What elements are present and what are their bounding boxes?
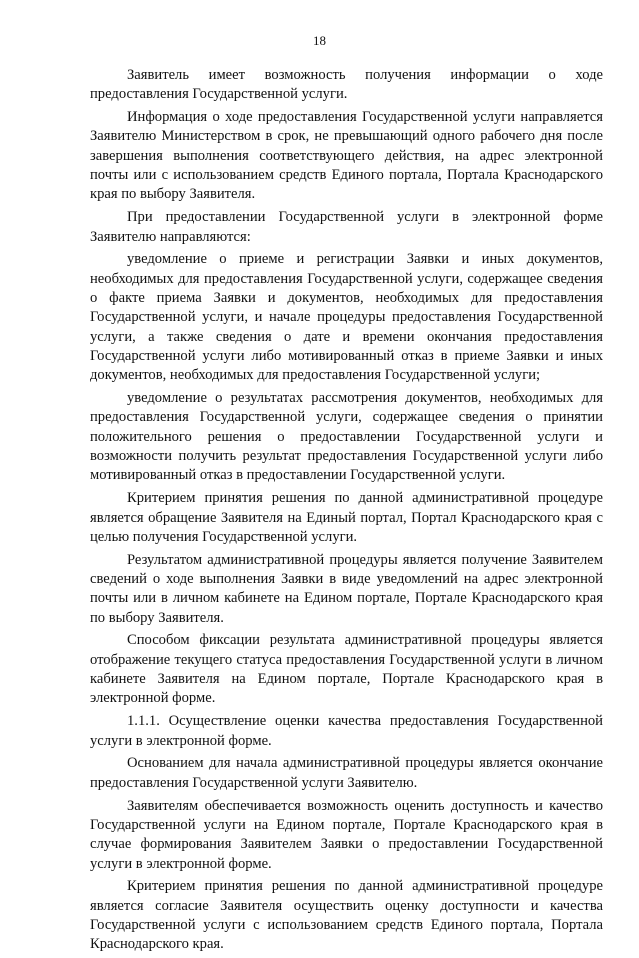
paragraph: Заявитель имеет возможность получения информации о ходе предоставления Государственной услуги. [90,67,603,103]
page-number: 18 [313,33,326,48]
paragraph: Результатом административной процедуры является получение Заявителем сведений о ходе выполнения Заявки в виде уведомлений на адрес электронной почты или в личном кабинете на Едином портале, Портале Краснодарского края по выбору Заявителя. [90,551,603,626]
list-item-paragraph: уведомление о приеме и регистрации Заявки и иных документов, необходимых для предоставления Государственной услуги, содержащее сведения о факте приема Заявки и документов, необходимых для предоставления Государственной услуги, и начале процедуры предоставления Государственной услуги, а также сведения о дате и времени окончания предоставления Государственной услуги либо мотивированный отказ в приеме Заявки и иных документов, необходимых для предоставления Государственной услуги; [90,251,603,384]
paragraph: Заявителям обеспечивается возможность оценить доступность и качество Государственной услуги на Едином портале, Портале Краснодарского края в случае формирования Заявителем Заявки о предоставлении Государственной услуги в электронной форме. [90,797,603,872]
paragraph: Критерием принятия решения по данной административной процедуре является обращение Заявителя на Единый портал, Портал Краснодарского края с целью получения Государственной услуги. [90,490,603,545]
paragraph: Информация о ходе предоставления Государственной услуги направляется Заявителю Министерством в срок, не превышающий одного рабочего дня после завершения выполнения соответствующего действия, на адрес электронной почты или с использованием средств Единого портала, Портала Краснодарского края по выбору Заявителя. [90,109,603,203]
list-item-paragraph: уведомление о результатах рассмотрения документов, необходимых для предоставления Государственной услуги, содержащее сведения о принятии положительного решения о предоставлении Государственной услуги и возможности получить результат предоставления Государственной услуги либо мотивированный отказ в предоставлении Государственной услуги. [90,390,603,484]
paragraph: Основанием для начала административной процедуры является окончание предоставления Государственной услуги Заявителю. [90,755,603,791]
paragraph: Критерием принятия решения по данной административной процедуре является согласие Заявителя осуществить оценку доступности и качества Государственной услуги с использованием средств Единого портала, Портала Краснодарского края. [90,878,603,953]
section-heading: 1.1.1. Осуществление оценки качества предоставления Государственной услуги в электронной форме. [90,713,603,749]
document-body [90,66,603,958]
paragraph: Способом фиксации результата административной процедуры является отображение текущего статуса предоставления Государственной услуги в личном кабинете Заявителя на Едином портале, Портале Краснодарского края в электронной форме. [90,632,603,707]
paragraph: При предоставлении Государственной услуги в электронной форме Заявителю направляются: [90,209,603,245]
